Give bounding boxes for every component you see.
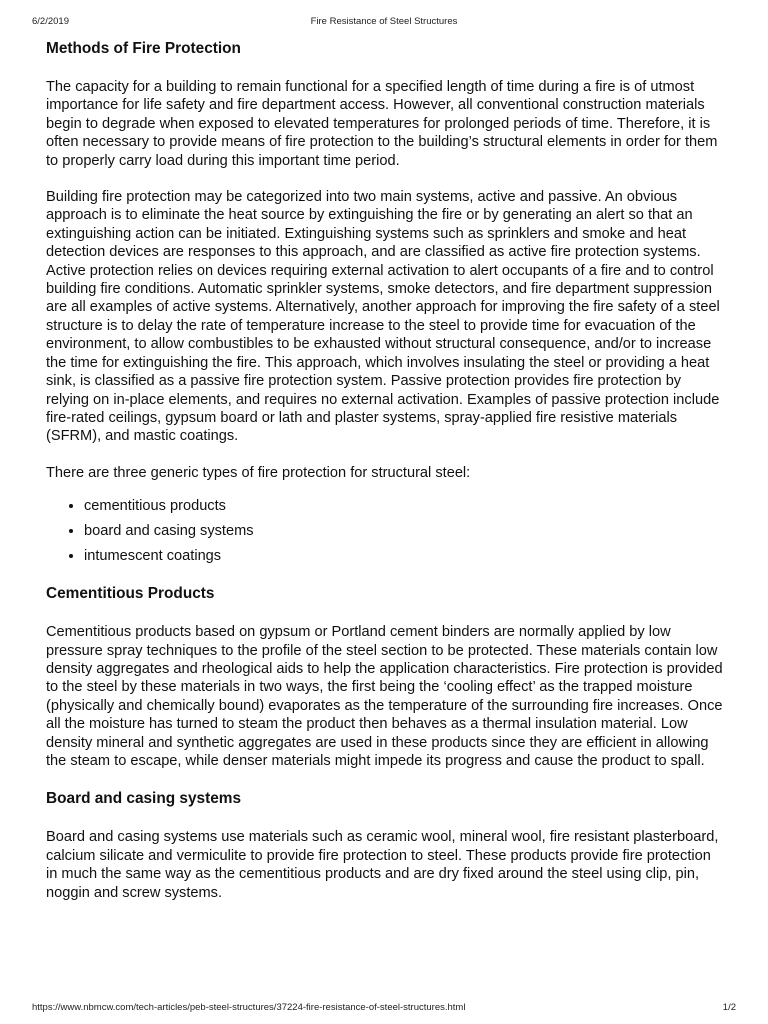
paragraph-board-1: Board and casing systems use materials such as ceramic wool, mineral wool, fire resistant plasterboard, calcium silicate and vermiculite to provide fire protection to steel. These products provide fire protection in much the same way as the cementitious products and are dry fixed around the steel using clip, pin, noggin and screw systems. <box>46 829 719 901</box>
heading-cementitious: Cementitious Products <box>46 585 215 603</box>
paragraph-methods-3: There are three generic types of fire protection for structural steel: <box>46 464 471 481</box>
heading-board: Board and casing systems <box>46 790 242 808</box>
print-header <box>32 16 736 30</box>
paragraph-methods-2: Building fire protection may be categorized into two main systems, active and passive. An obvious approach is to eliminate the heat source by extinguishing the fire or by generating an alert so that an extinguishing action can be initiated. Extinguishing systems such as sprinklers and smoke and heat detection devices are responses to this approach, and are classified as active fire protection systems. Active protection relies on devices requiring external activation to alert occupants of a fire and to control building fire conditions. Automatic sprinkler systems, smoke detectors, and fire department suppression are all examples of active systems. Alternatively, another approach for improving the fire safety of a steel structure is to delay the rate of temperature increase to the steel to provide time for evacuation of the environment, to allow combustibles to be exhausted without structural consequence, and/or to increase the time for extinguishing the fire. This approach, which involves insulating the steel or providing a heat sink, is classified as a passive fire protection system. Passive protection provides fire protection by relying on in-place elements, and requires no external activation. Examples of passive protection include fire-rated ceilings, gypsum board or lath and plaster systems, spray-applied fire resistive materials (SFRM), and mastic coatings. <box>46 189 720 445</box>
list-item: • cementitious products <box>84 494 726 519</box>
print-date: 6/2/2019 <box>32 16 69 27</box>
source-url: https://www.nbmcw.com/tech-articles/peb-steel-structures/37224-fire-resistance-of-steel-structures.html <box>32 1002 466 1013</box>
heading-methods: Methods of Fire Protection <box>46 40 241 57</box>
list-item: • intumescent coatings <box>84 544 726 569</box>
fire-protection-types-list <box>46 494 726 569</box>
print-title: Fire Resistance of Steel Structures <box>310 16 458 27</box>
list-item: • board and casing systems <box>84 519 726 544</box>
paragraph-methods-1: The capacity for a building to remain functional for a specified length of time during a fire is of utmost importance for life safety and fire department access. However, all conventional construction materials begin to degrade when exposed to elevated temperatures for prolonged periods of time. Therefore, it is often necessary to provide means of fire protection to the building’s structural elements in order for them to properly carry load during this important time period. <box>46 79 718 169</box>
print-footer <box>32 1002 736 1016</box>
page-number: 1/2 <box>722 1002 736 1013</box>
article-body <box>46 38 726 920</box>
paragraph-cementitious-1: Cementitious products based on gypsum or Portland cement binders are normally applied by low pressure spray techniques to the profile of the steel section to be protected. These materials contain low density aggregates and rheological aids to help the application characteristics. Fire protection is provided to the steel by these materials in two ways, the first being the ‘cooling effect’ as the trapped moisture (physically and chemically bound) evaporates as the temperature of the surrounding fire increases. Once all the moisture has turned to steam the product then behaves as a thermal insulation material. Low density mineral and synthetic aggregates are used in these products since they are efficient in allowing the steam to escape, while denser materials might impede its progress and cause the product to spall. <box>46 624 723 769</box>
